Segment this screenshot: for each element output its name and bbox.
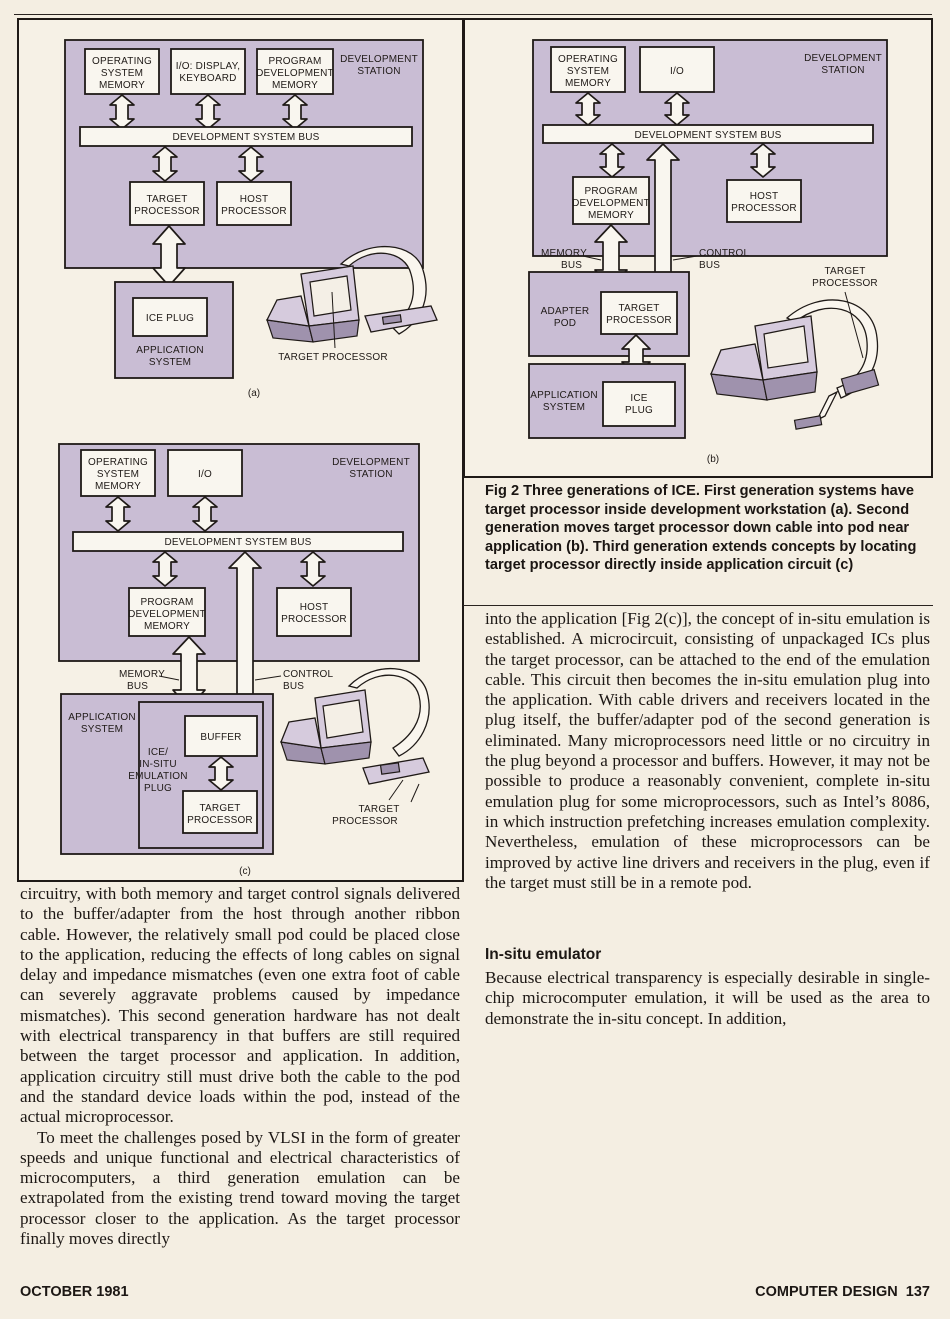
label: HOST [239,194,269,205]
figure-caption: Fig 2 Three generations of ICE. First generation systems have target processor inside development workstation (a). Second generation moves target processor down cable into pod near application (b). Third generation extends concepts by locating target processor directly inside application circuit (c) [485,483,917,574]
ice-plug-label-a: ICE PLUG [145,313,195,324]
label: KEYBOARD [179,73,237,84]
paragraph: circuitry, with both memory and target control signals delivered to the buffer/adapter from the host through another ribbon cable. However, the relatively small pod could be placed close to the application, reducing the effects of long cables on signal delay and impedance mismatches (even one extra foot of cable can severely aggravate problems caused by impedance mismatches). This second generation hardware has not dealt with electrical transparency in that buffers are still required between the target processor and application. In addition, application circuitry still must drive both the cable to the pod and the standard device loads within the pod, instead of the actual microprocessor. [20,884,460,1127]
panel-letter-b: (b) [706,454,720,465]
label: SYSTEM [100,68,144,79]
label: BUS [561,260,583,271]
io-label-c: I/O [198,469,212,480]
label: MEMORY [98,80,146,91]
svg-text:OPERATINGSYSTEMMEMORY [92,56,152,91]
label: MEMORY [271,80,319,91]
label: STATION [349,469,393,480]
label: APPLICATION [530,390,598,401]
label: ICE/ [147,747,169,758]
label: DEVELOPMENT [256,68,334,79]
label: PROCESSOR [731,203,797,214]
system-bus-label-a: DEVELOPMENT SYSTEM BUS [172,132,320,143]
svg-text:CONTROLBUS [283,669,334,692]
system-bus-label-c: DEVELOPMENT SYSTEM BUS [164,537,312,548]
svg-text:OPERATINGSYSTEMMEMORY [88,457,148,492]
terminal-front [267,296,309,326]
footer-publication-page: COMPUTER DESIGN 137 [755,1284,930,1300]
label: MEMORY [564,78,612,89]
label: PLUG [143,783,173,794]
label: CONTROL [699,248,750,259]
svg-text:CONTROLBUS [699,248,750,271]
label: DEVELOPMENT [128,609,206,620]
label: MEMORY [143,621,191,632]
label: PROGRAM [268,56,322,67]
panel-c-diagram [19,428,462,880]
terminal-front [711,344,763,380]
label: MEMORY [541,248,588,259]
target-chip [795,416,822,429]
figure-frame-b [463,18,933,478]
label: BUS [699,260,721,271]
body-column-right-bottom [485,968,930,1029]
label: DEVELOPMENT [340,54,418,65]
label: PROCESSOR [281,614,347,625]
label: TARGET [618,303,660,314]
terminal-illustration-b [711,300,879,429]
svg-text:TARGETPROCESSOR [812,266,878,289]
panel-letter-c: (c) [239,866,251,877]
label: PROCESSOR [606,315,672,326]
label: APPLICATION [68,712,136,723]
terminal-screen [310,276,351,316]
top-rule [14,14,932,15]
label: MEMORY [119,669,166,680]
label: ADAPTER [540,306,590,317]
terminal-front [281,718,321,748]
label: HOST [299,602,329,613]
label: EMULATION [128,771,188,782]
label: DEVELOPMENT [572,198,650,209]
paragraph: To meet the challenges posed by VLSI in the form of greater speeds and unique functional and electrical characteristics of microcomputers, a third generation emulation can be extrapolated from the existing trend toward moving the target processor closer to the application. As the target processor finally moves directly [20,1127,460,1249]
body-column-left [20,884,460,1249]
label: TARGET [358,804,400,815]
svg-text:MEMORYBUS [119,669,165,692]
label: SYSTEM [542,402,586,413]
svg-text:TARGETPROCESSOR [332,804,399,827]
pod-connector [841,370,878,395]
svg-text:MEMORYBUS [541,248,587,271]
label: POD [553,318,577,329]
label: MEMORY [587,210,635,221]
label: PROCESSOR [812,278,878,289]
panel-a-diagram [19,20,462,440]
label: BUS [127,681,149,692]
label: BUS [283,681,305,692]
label: PLUG [624,405,654,416]
label: OPERATING [92,56,152,67]
label: PROGRAM [140,597,194,608]
target-processor-label-a: TARGET PROCESSOR [278,352,388,363]
panel-letter-a: (a) [247,388,261,399]
ice-plug-b [603,382,675,426]
paragraph: into the application [Fig 2(c)], the concept of in-situ emulation is established. A microcircuit, consisting of unpackaged ICs plus the target processor, can be attached to the end of the emulation cable. This circuit then becomes the in-situ emulation plug into the application. With cable drivers and receivers located in the plug itself, the buffer/adapter pod of the second generation is eliminated. Many microprocessors need little or no circuitry in the plug beyond a processor and buffers. However, it may not be possible to produce a reasonably convenient, complete in-situ emulation plug for some microprocessors, such as Intel’s 8086, in which instruction prefetching increases emulation complexity. Nevertheless, emulation of these microprocessors can be improved by active line drivers and receivers in the plug, even if the target must still be in a remote pod. [485,609,930,892]
label: ICE [630,393,648,404]
label: DEVELOPMENT [804,53,882,64]
svg-text:I/O: DISPLAY,KEYBOARD [176,61,240,84]
label: PROGRAM [584,186,638,197]
label: DEVELOPMENT [332,457,410,468]
panel-b-diagram [465,20,931,476]
label: OPERATING [558,54,618,65]
label: SYSTEM [96,469,140,480]
label: I/O: DISPLAY, [175,61,241,72]
terminal-screen [764,326,808,368]
label: PROCESSOR [134,206,200,217]
caption-rule [463,605,933,606]
leader-b [845,292,863,358]
target-chip [381,763,400,774]
label: TARGET [824,266,866,277]
label: HOST [749,191,779,202]
label: PROCESSOR [221,206,287,217]
label: MEMORY [94,481,142,492]
body-column-right-top [485,609,930,893]
leader-control-bus-c [255,676,281,680]
label: STATION [357,66,401,77]
label: SYSTEM [148,357,192,368]
paragraph: Because electrical transparency is especially desirable in single-chip microcomputer emulation, it will be used as the area to demonstrate the in-situ concept. In addition, [485,968,930,1028]
leader-c [389,780,419,802]
label: APPLICATION [136,345,204,356]
system-bus-label-b: DEVELOPMENT SYSTEM BUS [634,130,782,141]
label: SYSTEM [566,66,610,77]
io-label-b: I/O [670,66,684,77]
label: CONTROL [283,669,334,680]
label: PROCESSOR [332,816,398,827]
label: PROCESSOR [187,815,253,826]
buffer-label-c: BUFFER [200,732,242,743]
label: STATION [821,65,865,76]
svg-text:OPERATINGSYSTEMMEMORY [558,54,618,89]
footer-date: OCTOBER 1981 [20,1284,129,1300]
section-heading: In-situ emulator [485,946,602,963]
label: SYSTEM [80,724,124,735]
figure-frame-a-c [17,18,464,882]
label: OPERATING [88,457,148,468]
label: IN-SITU [139,759,177,770]
terminal-screen [323,700,363,738]
label: TARGET [199,803,241,814]
label: TARGET [146,194,188,205]
